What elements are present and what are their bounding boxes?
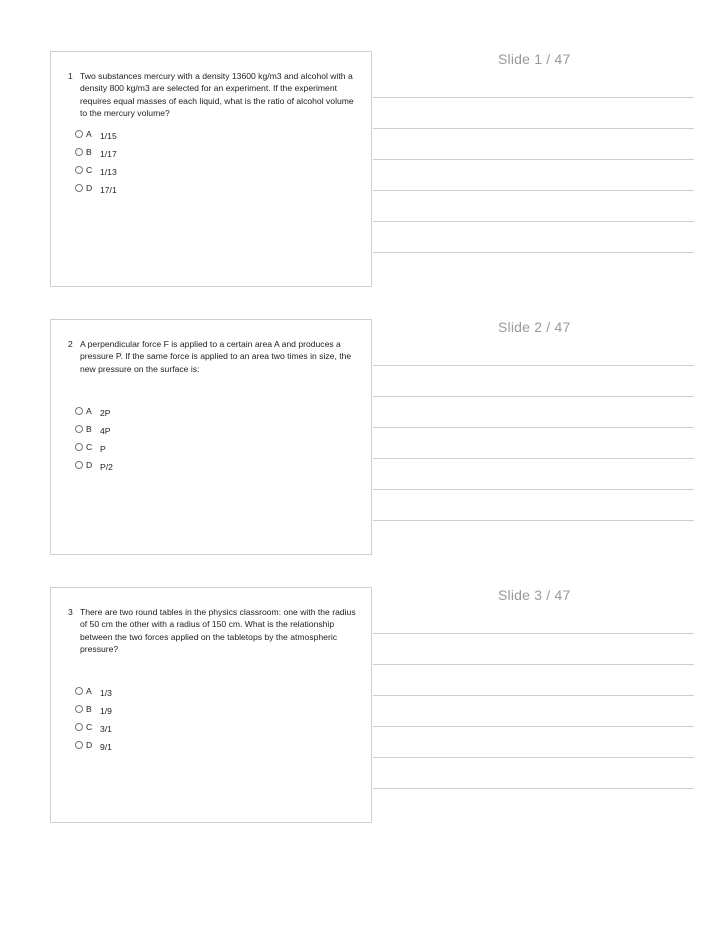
note-line bbox=[373, 97, 694, 98]
notes-lines bbox=[373, 97, 694, 283]
question-number: 3 bbox=[68, 607, 73, 617]
radio-circle-icon[interactable] bbox=[75, 130, 83, 138]
answer-option-c[interactable] bbox=[75, 442, 275, 460]
option-letter: C bbox=[86, 165, 93, 175]
question bbox=[68, 606, 358, 656]
slide-3 bbox=[0, 536, 720, 804]
question-text: Two substances mercury with a density 13600 kg/m3 and alcohol with a density 800 kg/m3 are selected for an experiment. If the experiment requires equal masses of each liquid, what is the ratio of alcohol volume to the mercury volume? bbox=[80, 71, 354, 119]
option-letter: D bbox=[86, 183, 93, 193]
option-text: 4P bbox=[100, 426, 111, 436]
answer-options bbox=[75, 686, 275, 758]
answer-option-a[interactable] bbox=[75, 406, 275, 424]
slide-card bbox=[50, 587, 372, 823]
note-line bbox=[373, 664, 694, 665]
slide-label: Slide 1 / 47 bbox=[498, 51, 571, 67]
note-line bbox=[373, 788, 694, 789]
question-text: There are two round tables in the physics classroom: one with the radius of 50 cm the other with a radius of 150 cm. What is the relationship between the two forces applied on the tabletops by the atmospheric pressure? bbox=[80, 607, 356, 655]
note-line bbox=[373, 221, 694, 222]
note-line bbox=[373, 489, 694, 490]
option-text: 1/3 bbox=[100, 688, 112, 698]
answer-option-a[interactable] bbox=[75, 686, 275, 704]
radio-circle-icon[interactable] bbox=[75, 148, 83, 156]
notes-lines bbox=[373, 633, 694, 819]
note-line bbox=[373, 190, 694, 191]
option-letter: B bbox=[86, 424, 92, 434]
answer-option-d[interactable] bbox=[75, 740, 275, 758]
note-line bbox=[373, 252, 694, 253]
slide-label: Slide 3 / 47 bbox=[498, 587, 571, 603]
answer-option-b[interactable] bbox=[75, 704, 275, 722]
answer-option-d[interactable] bbox=[75, 183, 275, 201]
slide-1 bbox=[0, 0, 720, 268]
option-letter: B bbox=[86, 147, 92, 157]
option-text: 1/17 bbox=[100, 149, 117, 159]
radio-circle-icon[interactable] bbox=[75, 407, 83, 415]
answer-option-c[interactable] bbox=[75, 722, 275, 740]
radio-circle-icon[interactable] bbox=[75, 425, 83, 433]
radio-circle-icon[interactable] bbox=[75, 723, 83, 731]
question-number: 1 bbox=[68, 71, 73, 81]
option-letter: D bbox=[86, 740, 93, 750]
radio-circle-icon[interactable] bbox=[75, 741, 83, 749]
question-number: 2 bbox=[68, 339, 73, 349]
slide-2 bbox=[0, 268, 720, 536]
question bbox=[68, 70, 358, 120]
slide-label: Slide 2 / 47 bbox=[498, 319, 571, 335]
option-letter: A bbox=[86, 129, 92, 139]
option-text: 3/1 bbox=[100, 724, 112, 734]
note-line bbox=[373, 726, 694, 727]
option-text: 2P bbox=[100, 408, 111, 418]
answer-options bbox=[75, 406, 275, 478]
radio-circle-icon[interactable] bbox=[75, 461, 83, 469]
note-line bbox=[373, 427, 694, 428]
radio-circle-icon[interactable] bbox=[75, 166, 83, 174]
answer-option-b[interactable] bbox=[75, 424, 275, 442]
note-line bbox=[373, 695, 694, 696]
option-letter: A bbox=[86, 406, 92, 416]
option-letter: D bbox=[86, 460, 93, 470]
option-letter: B bbox=[86, 704, 92, 714]
radio-circle-icon[interactable] bbox=[75, 687, 83, 695]
answer-option-b[interactable] bbox=[75, 147, 275, 165]
option-letter: C bbox=[86, 722, 93, 732]
answer-option-a[interactable] bbox=[75, 129, 275, 147]
note-line bbox=[373, 128, 694, 129]
slide-card bbox=[50, 319, 372, 555]
radio-circle-icon[interactable] bbox=[75, 184, 83, 192]
option-text: 1/9 bbox=[100, 706, 112, 716]
question bbox=[68, 338, 358, 375]
note-line bbox=[373, 757, 694, 758]
option-text: 1/15 bbox=[100, 131, 117, 141]
option-text: 17/1 bbox=[100, 185, 117, 195]
option-text: 1/13 bbox=[100, 167, 117, 177]
option-text: P bbox=[100, 444, 106, 454]
slide-card bbox=[50, 51, 372, 287]
answer-options bbox=[75, 129, 275, 201]
answer-option-d[interactable] bbox=[75, 460, 275, 478]
option-text: 9/1 bbox=[100, 742, 112, 752]
answer-option-c[interactable] bbox=[75, 165, 275, 183]
radio-circle-icon[interactable] bbox=[75, 705, 83, 713]
radio-circle-icon[interactable] bbox=[75, 443, 83, 451]
question-text: A perpendicular force F is applied to a certain area A and produces a pressure P. If the same force is applied to an area two times in size, the new pressure on the surface is: bbox=[80, 339, 352, 374]
note-line bbox=[373, 159, 694, 160]
option-text: P/2 bbox=[100, 462, 113, 472]
option-letter: C bbox=[86, 442, 93, 452]
note-line bbox=[373, 633, 694, 634]
note-line bbox=[373, 458, 694, 459]
note-line bbox=[373, 520, 694, 521]
note-line bbox=[373, 365, 694, 366]
note-line bbox=[373, 396, 694, 397]
notes-lines bbox=[373, 365, 694, 551]
option-letter: A bbox=[86, 686, 92, 696]
